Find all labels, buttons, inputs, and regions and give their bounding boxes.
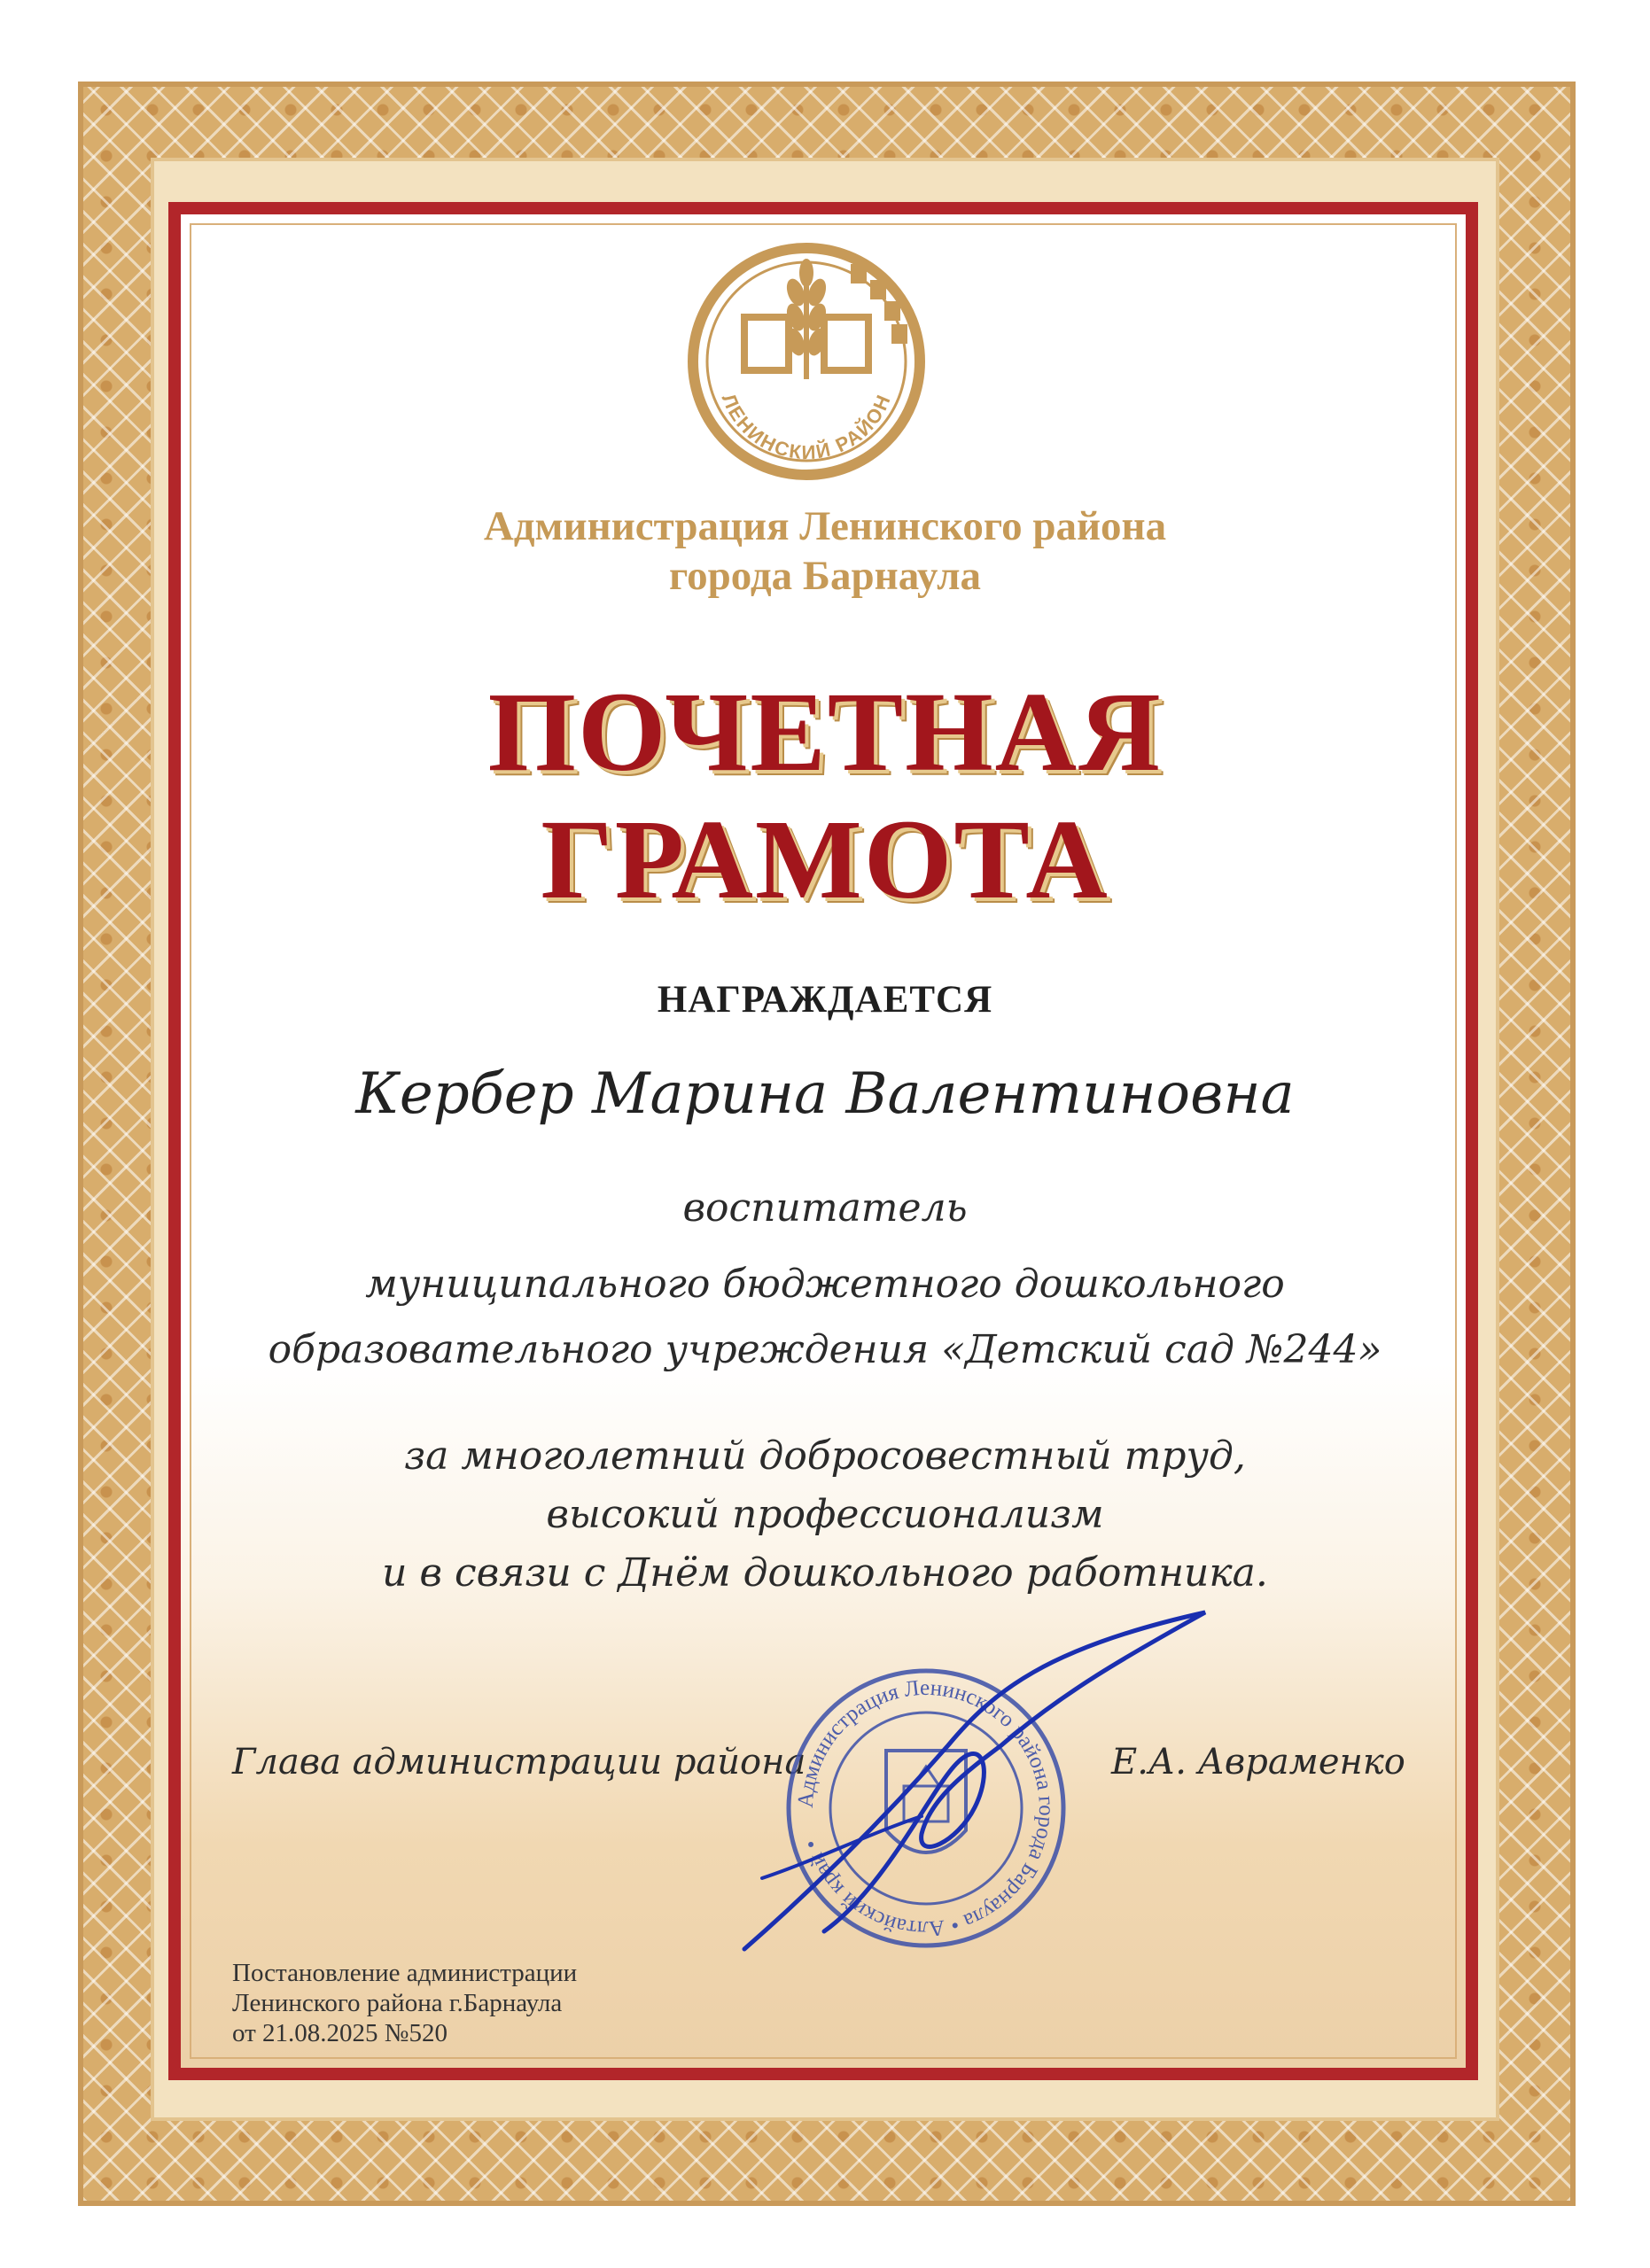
reason-line-1: за многолетний добросовестный труд, — [404, 1433, 1246, 1479]
title-line-2: ГРАМОТА — [541, 796, 1109, 922]
decree-line-2: Ленинского района г.Барнаула — [232, 1989, 563, 2017]
reason-line-2: высокий профессионализм — [546, 1492, 1104, 1537]
position-line-2: муниципального бюджетного дошкольного — [365, 1262, 1285, 1307]
awarded-label: НАГРАЖДАЕТСЯ — [657, 979, 993, 1021]
district-emblem — [682, 237, 930, 485]
decree-line-1: Постановление администрации — [232, 1959, 578, 1987]
stamp-ring-text: Администрация Ленинского района города Барнаула • Алтайский край • — [793, 1675, 1059, 1941]
signature-role: Глава администрации района — [232, 1742, 806, 1783]
reason-line-3: и в связи с Днём дошкольного работника. — [382, 1550, 1268, 1596]
emblem-ring-text: ЛЕНИНСКИЙ РАЙОН — [717, 390, 896, 464]
position-line-3: образовательного учреждения «Детский сад №244» — [268, 1327, 1382, 1372]
decree-reference — [232, 1958, 577, 2048]
admin-line-1: Администрация Ленинского района — [483, 503, 1167, 549]
position-line-1: воспитатель — [682, 1185, 968, 1231]
title-line-1: ПОЧЕТНАЯ — [487, 669, 1163, 795]
signature-name: Е.А. Авраменко — [1111, 1742, 1405, 1783]
decree-line-3: от 21.08.2025 №520 — [232, 2019, 448, 2047]
admin-line-2: города Барнаула — [668, 553, 982, 599]
recipient-name: Кербер Марина Валентиновна — [355, 1061, 1295, 1127]
handwritten-signature — [709, 1595, 1241, 1967]
